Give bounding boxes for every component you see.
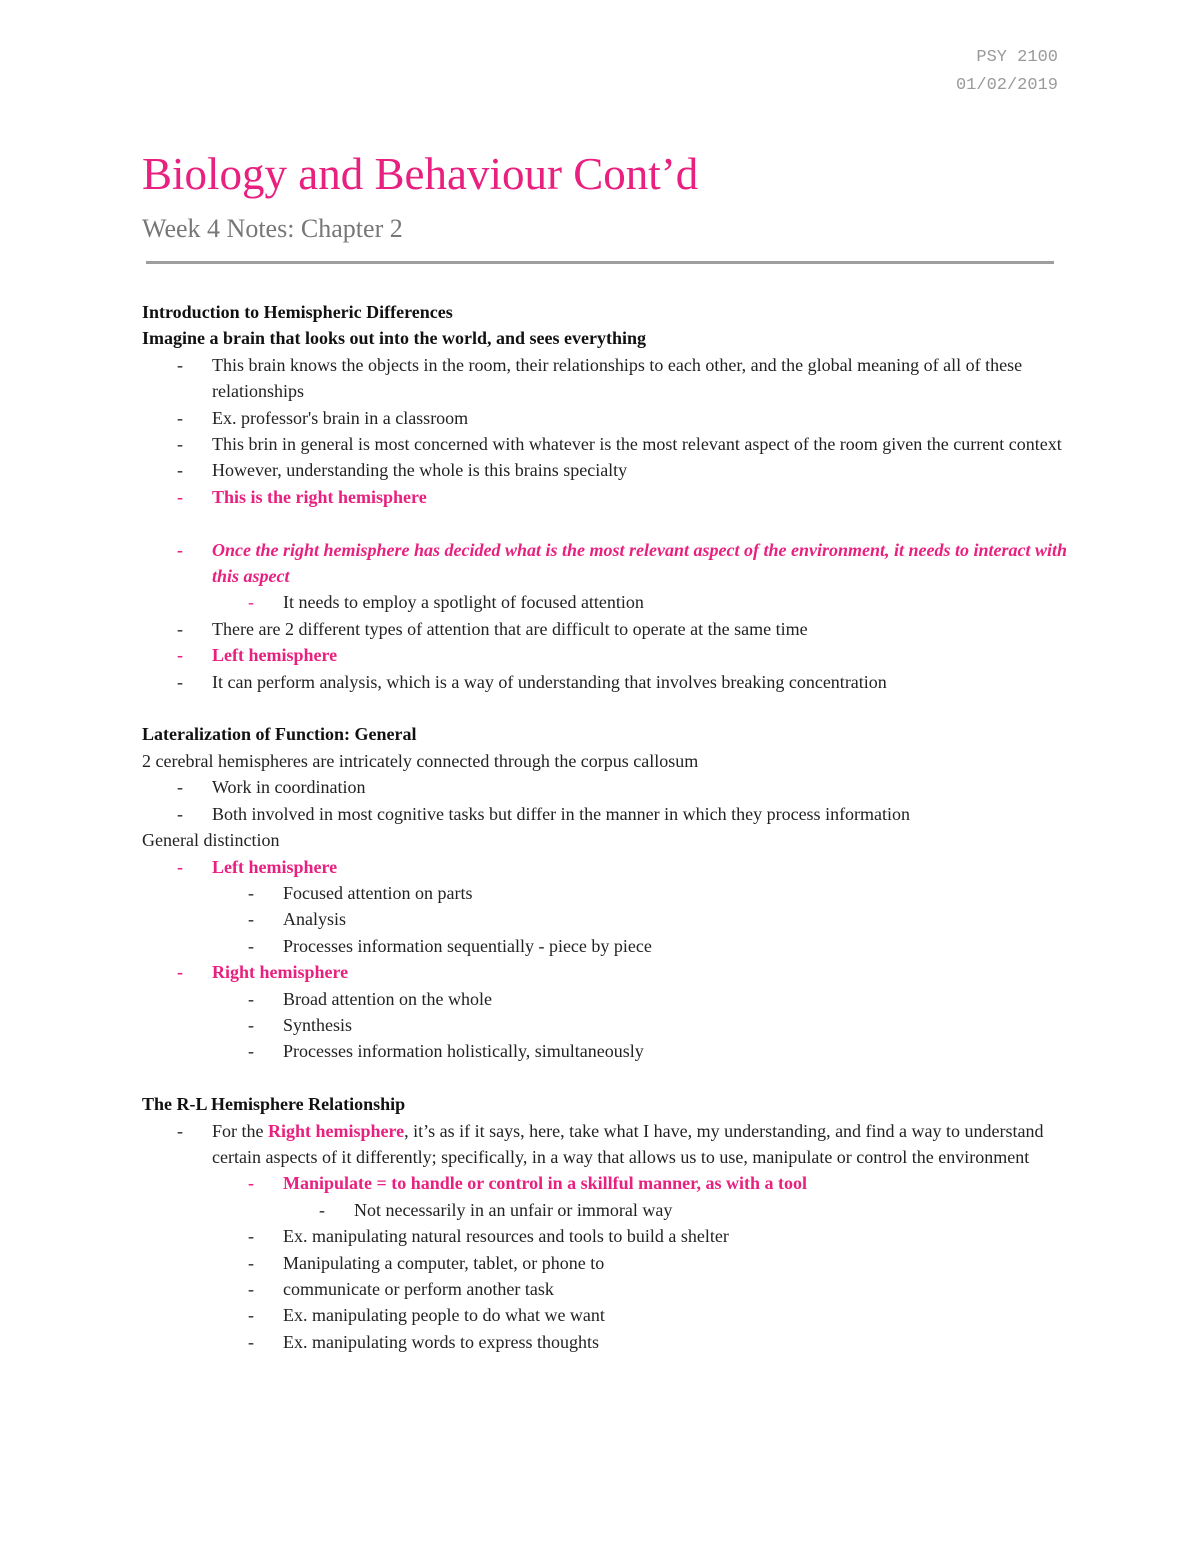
list-item-highlight: - Left hemisphere — [142, 642, 1072, 668]
list-item: - Ex. manipulating people to do what we want — [142, 1302, 1072, 1328]
bullet-dash: - — [177, 434, 183, 455]
bullet-dash: - — [177, 777, 183, 798]
list-item: - Work in coordination — [142, 774, 1072, 800]
header-meta — [956, 44, 1058, 100]
list-item: - Analysis — [142, 906, 1072, 932]
bullet-dash: - — [248, 1014, 254, 1035]
list-item: - Broad attention on the whole — [142, 986, 1072, 1012]
inline-highlight: Right hemisphere — [268, 1120, 405, 1141]
list-item-highlight: - This is the right hemisphere — [142, 484, 1072, 510]
paragraph: 2 cerebral hemispheres are intricately connected through the corpus callosum — [142, 750, 699, 771]
section-heading: Lateralization of Function: General — [142, 724, 417, 745]
list-item: - It can perform analysis, which is a way of understanding that involves breaking concentration — [142, 669, 1072, 695]
page-title: Biology and Behaviour Cont’d — [142, 149, 699, 199]
bullet-dash: - — [248, 1226, 254, 1247]
notes-body — [142, 299, 1072, 1355]
list-item: - Ex. manipulating natural resources and tools to build a shelter — [142, 1223, 1072, 1249]
bullet-dash: - — [248, 988, 254, 1009]
list-item: - communicate or perform another task — [142, 1276, 1072, 1302]
list-item: - However, understanding the whole is this brains specialty — [142, 457, 1072, 483]
list-item: - This brin in general is most concerned with whatever is the most relevant aspect of the room given the current context — [142, 431, 1072, 457]
title-divider — [146, 261, 1054, 264]
bullet-dash: - — [319, 1199, 325, 1220]
bullet-dash: - — [177, 407, 183, 428]
page-subtitle: Week 4 Notes: Chapter 2 — [142, 214, 403, 243]
note-date: 01/02/2019 — [955, 76, 1058, 95]
list-item: - Synthesis — [142, 1012, 1072, 1038]
bullet-dash: - — [177, 856, 183, 877]
bullet-dash: - — [177, 962, 183, 983]
bullet-dash: - — [177, 618, 183, 639]
bullet-dash: - — [177, 671, 183, 692]
bullet-dash: - — [248, 1331, 254, 1352]
bullet-dash: - — [177, 645, 183, 666]
bullet-dash: - — [177, 803, 183, 824]
bullet-dash: - — [248, 1278, 254, 1299]
list-item: - Focused attention on parts — [142, 880, 1072, 906]
list-item: - Ex. professor's brain in a classroom — [142, 405, 1072, 431]
list-item: - Processes information holistically, simultaneously — [142, 1038, 1072, 1064]
bullet-dash: - — [248, 909, 254, 930]
list-item: - Both involved in most cognitive tasks but differ in the manner in which they process information — [142, 801, 1072, 827]
list-item: - Ex. manipulating words to express thoughts — [142, 1329, 1072, 1355]
bullet-dash: - — [177, 486, 183, 507]
bullet-dash: - — [248, 592, 254, 613]
bullet-dash: - — [248, 1252, 254, 1273]
bullet-dash: - — [248, 882, 254, 903]
paragraph: General distinction — [142, 830, 280, 851]
section-subheading: Imagine a brain that looks out into the world, and sees everything — [142, 328, 647, 349]
bullet-dash: - — [248, 1041, 254, 1062]
bullet-dash: - — [248, 1305, 254, 1326]
bullet-dash: - — [248, 935, 254, 956]
list-item: - Manipulating a computer, tablet, or phone to — [142, 1250, 1072, 1276]
bullet-dash: - — [177, 460, 183, 481]
list-item-highlight: - Manipulate = to handle or control in a skillful manner, as with a tool — [142, 1170, 1072, 1196]
bullet-dash: - — [177, 539, 183, 560]
course-code: PSY 2100 — [976, 48, 1058, 67]
bullet-dash: - — [248, 1173, 254, 1194]
section-heading: Introduction to Hemispheric Differences — [142, 302, 453, 322]
list-item: - For the Right hemisphere, it’s as if it says, here, take what I have, my understanding, and find a way to understand certain aspects of it differently; specifically, in a way that allows us to use, manipulate or control the environment — [142, 1118, 1072, 1171]
section-heading: The R-L Hemisphere Relationship — [142, 1094, 406, 1115]
bullet-dash: - — [177, 1120, 183, 1141]
list-item-highlight: - Right hemisphere — [142, 959, 1072, 985]
list-item: - There are 2 different types of attention that are difficult to operate at the same time — [142, 616, 1072, 642]
list-item: - Not necessarily in an unfair or immoral way — [142, 1197, 1072, 1223]
list-item-highlight: - Once the right hemisphere has decided what is the most relevant aspect of the environment, it needs to interact with this aspect — [142, 537, 1072, 590]
list-item-highlight: - Left hemisphere — [142, 854, 1072, 880]
bullet-dash: - — [177, 354, 183, 375]
list-item: - Processes information sequentially - piece by piece — [142, 933, 1072, 959]
list-item: - This brain knows the objects in the room, their relationships to each other, and the global meaning of all of these relationships — [142, 352, 1072, 405]
list-item: - It needs to employ a spotlight of focused attention — [142, 589, 1072, 615]
